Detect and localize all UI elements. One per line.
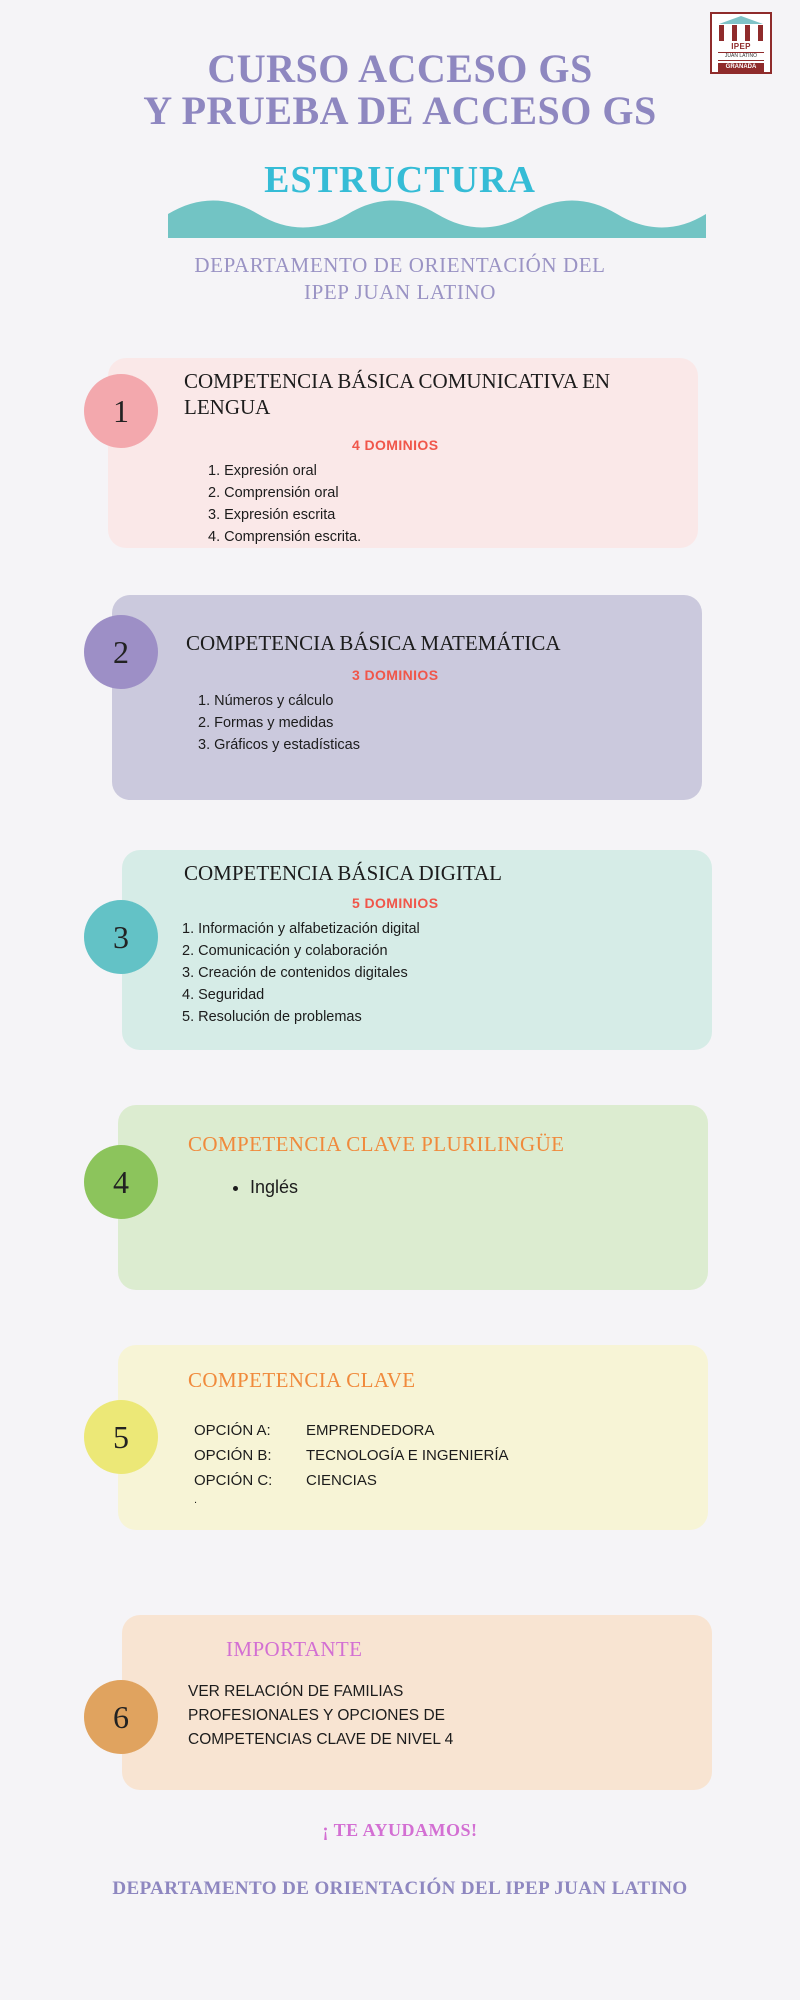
option-row xyxy=(194,1443,509,1468)
list-item: 2. Comprensión oral xyxy=(208,485,339,501)
card-title-3: COMPETENCIA BÁSICA DIGITAL xyxy=(184,861,502,885)
logo-subname-text: JUAN LATINO xyxy=(718,52,764,61)
card-items-4 xyxy=(228,1174,298,1200)
card-text-line: COMPETENCIAS CLAVE DE NIVEL 4 xyxy=(188,1731,454,1748)
list-item: 1. Expresión oral xyxy=(208,463,317,479)
card-number-badge-5: 5 xyxy=(84,1400,158,1474)
list-item: • Inglés xyxy=(250,1174,298,1200)
card-number-badge-3: 3 xyxy=(84,900,158,974)
option-trailing-dot: . xyxy=(194,1494,198,1506)
footer-tagline: ¡ TE AYUDAMOS! xyxy=(322,1820,478,1840)
wave-divider-icon xyxy=(168,200,706,238)
option-value: EMPRENDEDORA xyxy=(306,1422,435,1439)
card-title-2: COMPETENCIA BÁSICA MATEMÁTICA xyxy=(186,631,561,655)
option-label: OPCIÓN A: xyxy=(194,1422,271,1439)
card-title-4: COMPETENCIA CLAVE PLURILINGÜE xyxy=(188,1132,565,1156)
list-item: 3. Gráficos y estadísticas xyxy=(198,737,360,753)
logo-city-text: GRANADA xyxy=(718,63,764,72)
card-text-line: PROFESIONALES Y OPCIONES DE xyxy=(188,1707,445,1724)
header-subtitle-line1: DEPARTAMENTO DE ORIENTACIÓN DEL xyxy=(194,253,606,277)
card-title-1: COMPETENCIA BÁSICA COMUNICATIVA EN LENGUA xyxy=(184,369,611,419)
card-dominios-2: 3 DOMINIOS xyxy=(352,667,439,683)
card-dominios-3: 5 DOMINIOS xyxy=(352,895,439,911)
card-items-2 xyxy=(198,690,360,756)
card-number-badge-6: 6 xyxy=(84,1680,158,1754)
card-number-badge-1: 1 xyxy=(84,374,158,448)
list-item: 2. Formas y medidas xyxy=(198,715,334,731)
main-title-line1: CURSO ACCESO GS xyxy=(207,46,593,91)
card-number-badge-4: 4 xyxy=(84,1145,158,1219)
list-item: 2. Comunicación y colaboración xyxy=(182,943,388,959)
list-item: 4. Seguridad xyxy=(182,987,265,1003)
card-items-1 xyxy=(208,460,361,548)
list-item: 3. Expresión escrita xyxy=(208,507,336,523)
card-text-line: VER RELACIÓN DE FAMILIAS xyxy=(188,1683,404,1700)
option-row xyxy=(194,1468,509,1493)
logo-columns-shape xyxy=(719,25,763,41)
list-item: 1. Números y cálculo xyxy=(198,693,334,709)
list-item: 5. Resolución de problemas xyxy=(182,1009,362,1025)
header-subtitle-line2: IPEP JUAN LATINO xyxy=(304,280,496,304)
card-options-5 xyxy=(194,1418,509,1507)
option-label: OPCIÓN C: xyxy=(194,1472,273,1489)
list-item: 4. Comprensión escrita. xyxy=(208,529,362,545)
estructura-heading: ESTRUCTURA xyxy=(264,159,536,201)
card-number-badge-2: 2 xyxy=(84,615,158,689)
option-value: TECNOLOGÍA E INGENIERÍA xyxy=(306,1447,509,1464)
list-item: 1. Información y alfabetización digital xyxy=(182,921,420,937)
card-dominios-1: 4 DOMINIOS xyxy=(352,437,439,453)
card-title-5: COMPETENCIA CLAVE xyxy=(188,1368,416,1392)
header-subtitle xyxy=(0,252,800,306)
card-items-3 xyxy=(182,918,420,1028)
logo-roof-shape xyxy=(719,16,763,24)
footer-department: DEPARTAMENTO DE ORIENTACIÓN DEL IPEP JUAN LATINO xyxy=(112,1878,688,1899)
card-title-6: IMPORTANTE xyxy=(226,1637,363,1661)
option-label: OPCIÓN B: xyxy=(194,1447,272,1464)
option-value: CIENCIAS xyxy=(306,1472,377,1489)
card-text-6 xyxy=(188,1680,453,1752)
logo-name-text: IPEP xyxy=(731,42,751,51)
main-title-line2: Y PRUEBA DE ACCESO GS xyxy=(143,88,657,133)
option-row xyxy=(194,1418,509,1443)
list-item: 3. Creación de contenidos digitales xyxy=(182,965,408,981)
header-title-block xyxy=(0,48,800,202)
